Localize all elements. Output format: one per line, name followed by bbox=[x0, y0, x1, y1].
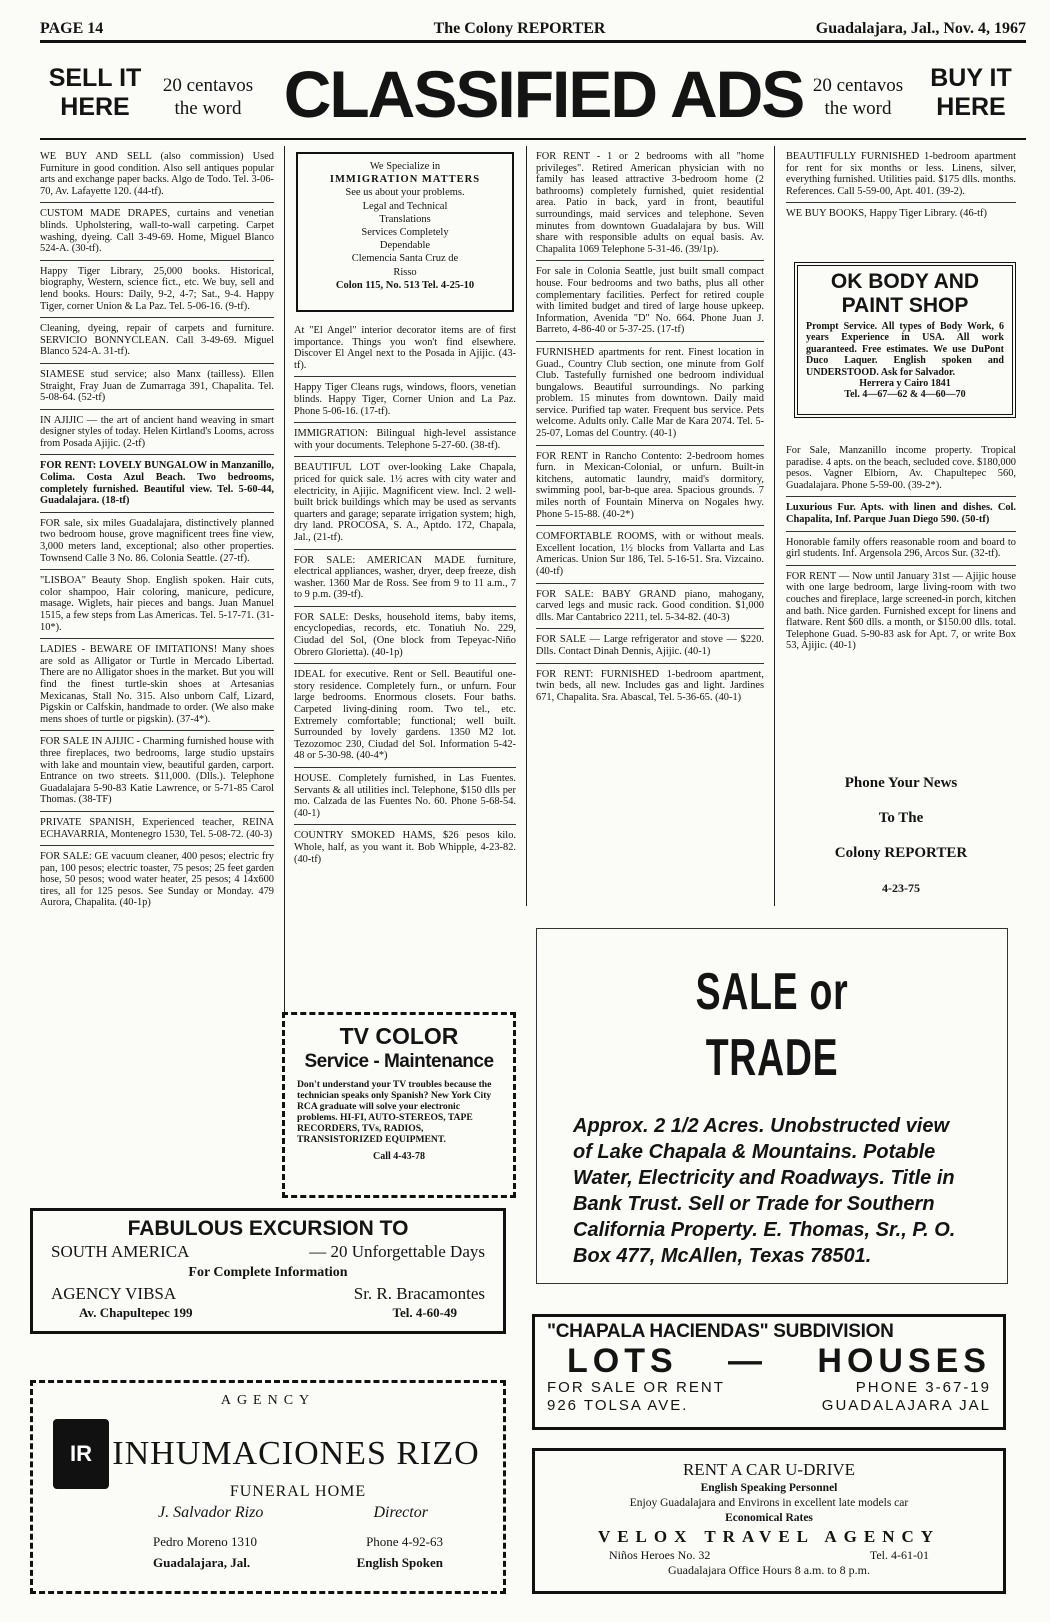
chapala-lots-houses: LOTS — HOUSES bbox=[567, 1342, 991, 1380]
phone-your-news: Phone Your News To The Colony REPORTER 4-23-75 bbox=[834, 775, 968, 895]
classified-ad: LADIES - BEWARE OF IMITATIONS! Many shoes are sold as Alligator or Turtle in Mercado Libertad. There are no Alligator shoes in the market. But you will find the finest turtle-skin shoes at Artesanias Mexicanas, Stall No. 315. Also unborn Calf, Lizard, Pigskin or Calfskin, handmade to order. (We also make mens shoes of turtle or pigskin). (37-4*). bbox=[40, 639, 274, 731]
classified-ad: FOR RENT - 1 or 2 bedrooms with all "home privileges". Retired American physician with no family has leased attractive 3-bedroom home (2 bathrooms) completely furnished, quiet residential area. Patio in back, yard in front, beautiful surroundings, maid services and telephone. Seven minutes from downtown Guadalajara by bus. Will share with responsible adults on equal basis. Av. Chapalita 1069 Telephone 5-31-46. (39/1p). bbox=[536, 146, 764, 261]
classified-ad: FOR SALE IN AJIJIC - Charming furnished house with three fireplaces, two bedrooms, large studio upstairs with lake and mountain view, beautiful garden, carport. Entrance on two streets. $11,000. (Dlls.). Telephone Guadalajara 5-90-83 Katie Lawrence, or 5-71-85 Carol Thomas. (38-TF) bbox=[40, 731, 274, 812]
classified-ad: Honorable family offers reasonable room and board to girl students. Inf. Argensola 296, Arcos Sur. (32-tf). bbox=[786, 532, 1016, 566]
classified-ad: BEAUTIFULLY FURNISHED 1-bedroom apartment for rent for six months or less. Linens, silver, everything furnished. Utilities paid. $175 dlls. months. References. Call 5-59-00, Apt. 401. (39-2). bbox=[786, 146, 1016, 203]
sell-it-here: SELL IT HERE bbox=[48, 64, 142, 121]
excursion-box: FABULOUS EXCURSION TO SOUTH AMERICA — 20 Unforgettable Days For Complete Information AGENCY VIBSA Sr. R. Bracamontes Av. Chapultepec 199 Tel. 4-60-49 bbox=[30, 1208, 506, 1334]
classified-banner bbox=[40, 58, 1026, 134]
classified-ad: FURNISHED apartments for rent. Finest location in Guad., Country Club section, one minute from Golf Club. Tastefully furnished one bedroom individual bungalows. Beautiful surroundings. No parking problem. 15 minutes from downtown. Daily maid service. Purified tap water. Frequent bus service. Pets welcome. Adults only. Calle Mar de Kara 2074. Tel. 5-25-07, Lomas del Country. (40-1) bbox=[536, 342, 764, 446]
classified-ad: FOR RENT: FURNISHED 1-bedroom apartment, twin beds, all new. Includes gas and light. Jardines 671, Chapalita. Sra. Abascal, Tel. 5-36-65. (40-1) bbox=[536, 668, 764, 703]
sale-or-trade-box: SALE or TRADE Approx. 2 1/2 Acres. Unobstructed view of Lake Chapala & Mountains. Potable Water, Electricity and Roadways. Title in Bank Trust. Sell or Trade for Southern California Property. E. Thomas, Sr., P. O. Box 477, McAllen, Texas 78501. bbox=[536, 928, 1008, 1284]
classified-ad: COUNTRY SMOKED HAMS, $26 pesos kilo. Whole, half, as you want it. Bob Whipple, 4-23-82. (40-tf) bbox=[294, 830, 516, 865]
classified-ad: FOR RENT in Rancho Contento: 2-bedroom homes furn. in Mexican-Colonial, or unfurn. Built-in kitchens, automatic laundry, maid's dormitory, swimming pool, bar-b-que area. Spacious grounds. 7 miles north of Fountain Minerva on Nogales hwy. Phone 5-15-88. (40-2*) bbox=[536, 446, 764, 527]
column-4b bbox=[786, 440, 1016, 657]
classified-ad: PRIVATE SPANISH, Experienced teacher, REINA ECHAVARRIA, Montenegro 1530, Tel. 5-08-72. (40-3) bbox=[40, 812, 274, 846]
classified-ad: "LISBOA" Beauty Shop. English spoken. Hair cuts, color shampoo, Hair coloring, manicure, pedicure, masage. Wiglets, hair pieces and bangs. Juan Manuel 1515, a few steps from Las Americas. Tel. 5-17-71. (31-10*). bbox=[40, 570, 274, 639]
rizo-logo-icon: IR bbox=[53, 1419, 109, 1489]
excursion-line: SOUTH AMERICA — 20 Unforgettable Days bbox=[51, 1242, 485, 1261]
right-price: 20 centavos the word bbox=[812, 75, 904, 119]
immigration-box: We Specialize in IMMIGRATION MATTERS See us about your problems. Legal and Technical Translations Services Completely Dependable Clemencia Santa Cruz de Risso Colon 115, No. 513 Tel. 4-25-10 bbox=[296, 152, 514, 312]
column-1 bbox=[40, 146, 274, 914]
classified-ad: FOR sale, six miles Guadalajara, distinctively planned two bedroom house, grove magnificent trees fine view, 3,000 meters land, exceptional; also other properties. Townsend Calle 3 No. 86. Colonia Seattle. (27-tf). bbox=[40, 513, 274, 570]
classified-ad: Cleaning, dyeing, repair of carpets and furniture. SERVICIO BONNYCLEAN. Call 3-49-69. Miguel Blanco 524-A. 31-tf). bbox=[40, 318, 274, 364]
classified-ad: FOR SALE — Large refrigerator and stove — $220. Dlls. Contact Dinah Dennis, Ajijic. (40-1) bbox=[536, 629, 764, 663]
classified-ad: BEAUTIFUL LOT over-looking Lake Chapala, priced for quick sale. 1½ acres with city water and electricity, in Ajijic. Magnificent view. Incl. 2 well-built brick buildings which may be used as servants quarters and garage; separate irrigation system; high, dry land. PROCOSA, S. A., Aptdo. 172, Chapala, Jal., (21-tf). bbox=[294, 457, 516, 549]
classified-ad: WE BUY AND SELL (also commission) Used Furniture in good condition. Also sell antiques popular arts and exchange paper backs. Algo de Todo. Tel. 3-06-70, Av. Lafayette 120. (44-tf). bbox=[40, 146, 274, 203]
tv-color-box: TV COLOR Service - Maintenance Don't understand your TV troubles because the technician speaks only Spanish? New York City RCA graduate will solve your electronic problems. HI-FI, AUTO-STEREOS, TAPE RECORDERS, TVs, RADIOS, TRANSISTORIZED EQUIPMENT. Call 4-43-78 bbox=[282, 1012, 516, 1198]
funeral-director: J. Salvador Rizo Director bbox=[158, 1504, 428, 1521]
velox-travel-box: RENT A CAR U-DRIVE English Speaking Personnel Enjoy Guadalajara and Environs in excellent late models car Economical Rates VELOX TRAVEL AGENCY Niños Heroes No. 32 Tel. 4-61-01 Guadalajara Office Hours 8 a.m. to 8 p.m. bbox=[532, 1448, 1006, 1594]
funeral-home-box: AGENCY IR INHUMACIONES RIZO FUNERAL HOME J. Salvador Rizo Director Pedro Moreno 1310 Phone 4-92-63 Guadalajara, Jal. English Spoken bbox=[30, 1380, 506, 1594]
column-3 bbox=[536, 146, 764, 708]
chapala-address: 926 TOLSA AVE. GUADALAJARA JAL bbox=[547, 1397, 991, 1414]
classified-ad: Happy Tiger Cleans rugs, windows, floors, venetian blinds. Happy Tiger, Corner Union and La Paz. Phone 5-06-16. (17-tf). bbox=[294, 377, 516, 423]
head-rule bbox=[40, 40, 1026, 43]
paper-name: The Colony REPORTER bbox=[433, 20, 606, 37]
ok-body-shop-box: OK BODY AND PAINT SHOP Prompt Service. All types of Body Work, 6 years Experience in USA. All work guaranteed. Free estimates. We use DuPont Duco Laquer. English spoken and UNDERSTOOD. Ask for Salvador. Herrera y Cairo 1841 Tel. 4—67—62 & 4—60—70 bbox=[794, 262, 1016, 418]
column-rule-3 bbox=[774, 146, 775, 906]
classified-ad: FOR RENT — Now until January 31st — Ajijic house with one large bedroom, large living-room with two couches and fireplace, large screened-in porch, kitchen and bath. Nice garden. Furnished except for linens and flatware. Rent $60 dlls. a month, or $150.00 dlls. total. Telephone Guad. 5-90-83 ask for Apt. 7, or write Box 53, Ajijic. (40-1) bbox=[786, 570, 1016, 652]
column-2 bbox=[294, 320, 516, 870]
classified-ad: FOR SALE: AMERICAN MADE furniture, electrical appliances, washer, dryer, deep freeze, dish washer. 1360 Mar de Ross. See from 9 to 11 a.m., 7 to 9 p.m. (39-tf). bbox=[294, 550, 516, 607]
classified-ad: At "El Angel" interior decorator items are of first importance. Things you won't find elsewhere. Discover El Angel next to the Posada in Ajijic. (43-tf). bbox=[294, 320, 516, 377]
funeral-address: Pedro Moreno 1310 Phone 4-92-63 bbox=[153, 1534, 443, 1549]
excursion-agency: AGENCY VIBSA Sr. R. Bracamontes bbox=[51, 1284, 485, 1303]
classified-ad: IDEAL for executive. Rent or Sell. Beautiful one-story residence. Completely furn., or unfurn. Four large bedrooms. Enormous closets. Four baths. Carpeted living-dining room. Two tel., etc. Extremely comfortable; functional; well built. Surrounded by lovely gardens. 1350 M2 lot. Tezozomoc 230, Ciudad del Sol. Information 5-42-48 or 5-30-98. (40-4*) bbox=[294, 664, 516, 768]
classified-ad: CUSTOM MADE DRAPES, curtains and venetian blinds. Upholstering, wall-to-wall carpeting. Carpet washing, dyeing. Call 3-49-69. Home, Miguel Blanco 524-A. (30-tf). bbox=[40, 203, 274, 260]
classified-ad: Happy Tiger Library, 25,000 books. Historical, biography, Western, science fict., etc. We buy, sell and lend books. Hours: Daily, 9-2, 4-7; Sat., 9-4. Happy Tiger, corner Union & La Paz. Tel. 5-06-16. (9-tf). bbox=[40, 261, 274, 318]
classified-ad: WE BUY BOOKS, Happy Tiger Library. (46-tf) bbox=[786, 208, 987, 220]
velox-address: Niños Heroes No. 32 Tel. 4-61-01 bbox=[609, 1548, 929, 1562]
classified-ad: IN AJIJIC — the art of ancient hand weaving in smart designer styles of today. Helen Kirtland's Looms, across from Posada Ajijic. (2-tf) bbox=[40, 410, 274, 456]
classified-ad: Luxurious Fur. Apts. with linen and dishes. Col. Chapalita, Inf. Parque Juan Diego 590. (50-tf) bbox=[786, 497, 1016, 531]
dateline: Guadalajara, Jal., Nov. 4, 1967 bbox=[815, 20, 1026, 37]
classified-ad: For Sale, Manzanillo income property. Tropical paradise. 4 apts. on the beach, secluded cove. $180,000 pesos. Vagner Elbiorn, Av. Chapultepec 560, Guadalajara. Phone 5-59-00. (39-2*). bbox=[786, 440, 1016, 497]
excursion-address: Av. Chapultepec 199 Tel. 4-60-49 bbox=[79, 1305, 457, 1320]
classified-ad: COMFORTABLE ROOMS, with or without meals. Excellent location, 1½ blocks from Vallarta and Las Americas. Union Sur 186, Tel. 5-16-51. Sra. Vizcaino. (40-tf) bbox=[536, 526, 764, 583]
classified-ad: IMMIGRATION: Bilingual high-level assistance with your documents. Telephone 5-27-60. (38-tf). bbox=[294, 423, 516, 457]
classified-ad: FOR SALE: BABY GRAND piano, mahogany, carved legs and music rack. Good condition. $1,000 dlls. Mar Cantabrico 2211, tel. 5-34-82. (40-3) bbox=[536, 584, 764, 630]
classified-ad: FOR SALE: GE vacuum cleaner, 400 pesos; electric fry pan, 100 pesos; electric toaster, 75 pesos; 25 feet garden hose, 50 pesos; wood water heater, 25 pesos; 4 14x600 tires, all for 125 pesos. See Sunday or Monday. 479 Aurora, Chapalita. (40-1p) bbox=[40, 851, 274, 909]
page-number: PAGE 14 bbox=[40, 20, 104, 37]
buy-it-here: BUY IT HERE bbox=[930, 64, 1012, 121]
funeral-title-row: IR INHUMACIONES RIZO bbox=[53, 1419, 483, 1489]
classified-ad: HOUSE. Completely furnished, in Las Fuentes. Servants & all utilities incl. Telephone, $150 dlls per mo. Calzada de las Fuentes No. 60. Phone 5-68-54. (40-1) bbox=[294, 768, 516, 825]
funeral-city: Guadalajara, Jal. English Spoken bbox=[153, 1555, 443, 1570]
chapala-sale: FOR SALE OR RENT PHONE 3-67-19 bbox=[547, 1379, 991, 1396]
classified-ad: For sale in Colonia Seattle, just built small compact house. Four bedrooms and two baths, plus all other complementary facilities. Perfect for retired couple with limited budget and tired of large house upkeep. Information, Avenida "D" No. 664. Phone Juan J. Barreto, 4-86-40 or 5-37-25. (17-tf) bbox=[536, 261, 764, 342]
classified-ad: FOR RENT: LOVELY BUNGALOW in Manzanillo, Colima. Costa Azul Beach. Two bedrooms, completely furnished. Beautiful view. Tel. 5-60-44, Guadalajara. (18-tf) bbox=[40, 455, 274, 512]
running-head bbox=[40, 14, 1026, 38]
left-price: 20 centavos the word bbox=[162, 75, 254, 119]
banner-rule bbox=[40, 138, 1026, 140]
classified-ad: SIAMESE stud service; also Manx (tailless). Ellen Straight, Fray Juan de Zumarraga 391, Chapalita. Tel. 5-08-64. (52-tf) bbox=[40, 364, 274, 410]
classified-ad: FOR SALE: Desks, household items, baby items, encyclopedias, records, etc. Tonatiuh No. 229, Ciudad del Sol, (One block from Tepeyac-Niño Obrero Glorietta). (40-1p) bbox=[294, 607, 516, 664]
chapala-haciendas-box: "CHAPALA HACIENDAS" SUBDIVISION LOTS — HOUSES FOR SALE OR RENT PHONE 3-67-19 926 TOLSA AVE. GUADALAJARA JAL bbox=[532, 1314, 1006, 1430]
banner-title: CLASSIFIED ADS bbox=[283, 57, 804, 131]
column-4 bbox=[786, 146, 1016, 225]
column-rule-2 bbox=[526, 146, 527, 906]
